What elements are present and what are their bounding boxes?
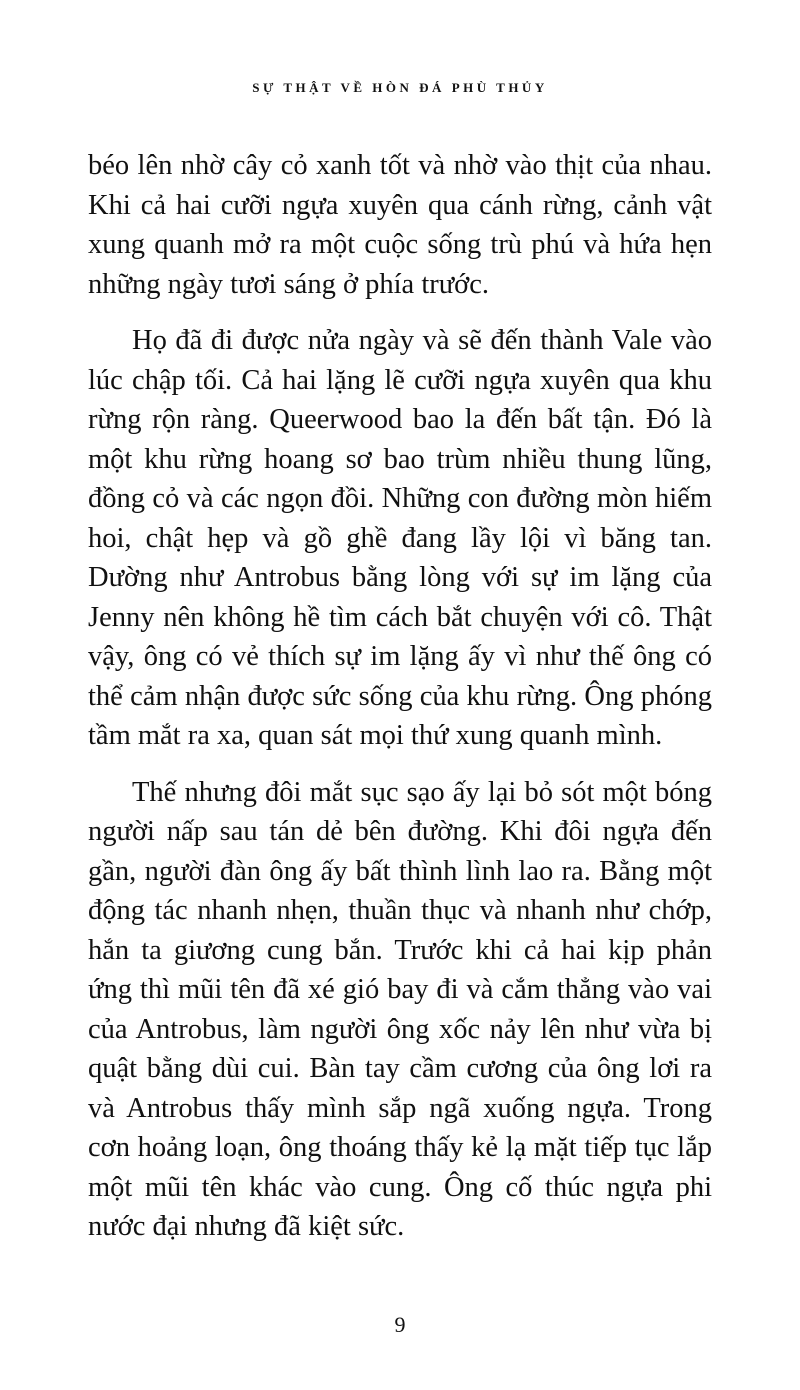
paragraph: Họ đã đi được nửa ngày và sẽ đến thành Vale vào lúc chập tối. Cả hai lặng lẽ cưỡi ngựa xuyên qua khu rừng rộn ràng. Queerwood bao la đến bất tận. Đó là một khu rừng hoang sơ bao trùm nhiều thung lũng, đồng cỏ và các ngọn đồi. Những con đường mòn hiếm hoi, chật hẹp và gồ ghề đang lầy lội vì băng tan. Dường như Antrobus bằng lòng với sự im lặng của Jenny nên không hề tìm cách bắt chuyện với cô. Thật vậy, ông có vẻ thích sự im lặng ấy vì như thế ông có thể cảm nhận được sức sống của khu rừng. Ông phóng tầm mắt ra xa, quan sát mọi thứ xung quanh mình. [88,325,712,751]
body-text [88,146,712,1247]
paragraph-continued: béo lên nhờ cây cỏ xanh tốt và nhờ vào thịt của nhau. Khi cả hai cưỡi ngựa xuyên qua cánh rừng, cảnh vật xung quanh mở ra một cuộc sống trù phú và hứa hẹn những ngày tươi sáng ở phía trước. [88,150,712,300]
paragraph: Thế nhưng đôi mắt sục sạo ấy lại bỏ sót một bóng người nấp sau tán dẻ bên đường. Khi đôi ngựa đến gần, người đàn ông ấy bất thình lình lao ra. Bằng một động tác nhanh nhẹn, thuần thục và nhanh như chớp, hắn ta giương cung bắn. Trước khi cả hai kịp phản ứng thì mũi tên đã xé gió bay đi và cắm thẳng vào vai của Antrobus, làm người ông xốc nảy lên như vừa bị quật bằng dùi cui. Bàn tay cầm cương của ông lơi ra và Antrobus thấy mình sắp ngã xuống ngựa. Trong cơn hoảng loạn, ông thoáng thấy kẻ lạ mặt tiếp tục lắp một mũi tên khác vào cung. Ông cố thúc ngựa phi nước đại nhưng đã kiệt sức. [88,776,712,1242]
page-number: 9 [394,1312,406,1337]
running-head-title: SỰ THẬT VỀ HÒN ĐÁ PHÙ THỦY [252,80,548,95]
